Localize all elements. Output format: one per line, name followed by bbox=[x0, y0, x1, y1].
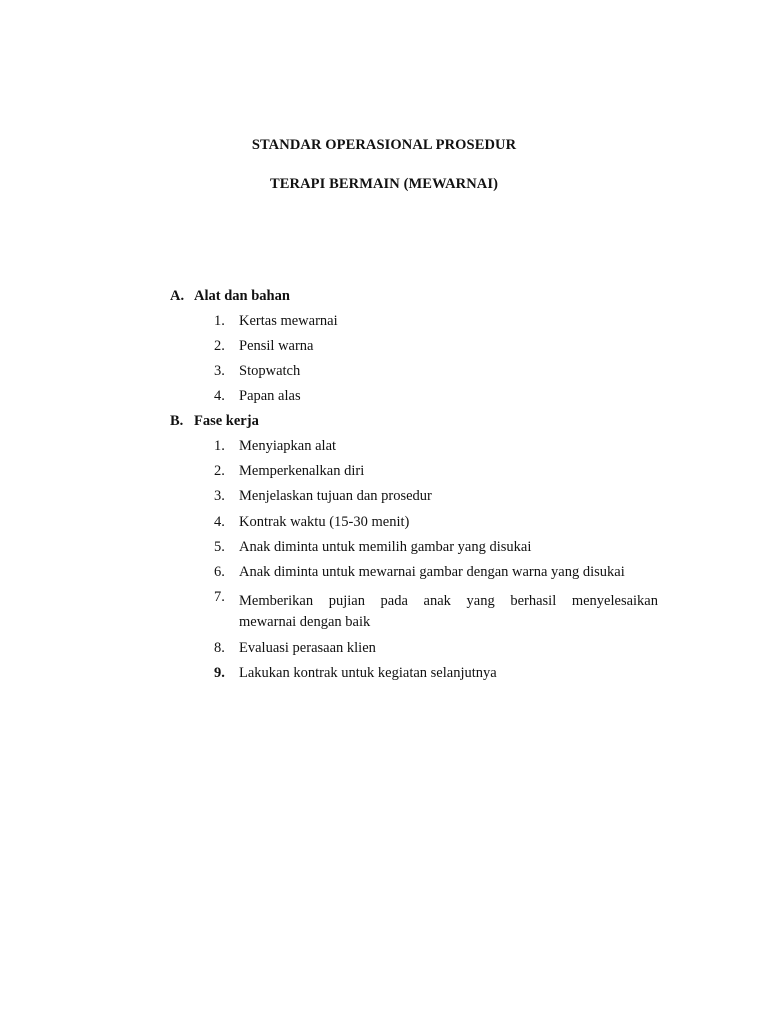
list-item-number: 6. bbox=[214, 564, 225, 580]
list-item-text: Evaluasi perasaan klien bbox=[239, 640, 376, 656]
list-item-number: 3. bbox=[214, 363, 225, 379]
list-item-text-continuation: mewarnai dengan baik bbox=[239, 614, 371, 630]
document-title: STANDAR OPERASIONAL PROSEDUR bbox=[251, 137, 517, 153]
list-item-text: Stopwatch bbox=[239, 363, 301, 379]
list-item-number: 2. bbox=[214, 463, 225, 479]
section-letter: B. bbox=[170, 413, 184, 429]
list-item-text: Menyiapkan alat bbox=[239, 438, 337, 454]
list-item-text: Kontrak waktu (15-30 menit) bbox=[239, 514, 410, 530]
list-item-number: 9. bbox=[214, 665, 225, 681]
list-item-text: Anak diminta untuk memilih gambar yang disukai bbox=[239, 539, 532, 555]
list-item-text: Memperkenalkan diri bbox=[239, 463, 365, 479]
section-heading-a bbox=[170, 288, 290, 305]
section-heading-text: Alat dan bahan bbox=[194, 288, 290, 304]
list-item-text: Papan alas bbox=[239, 388, 301, 404]
list-item-number: 1. bbox=[214, 438, 225, 454]
document-subtitle: TERAPI BERMAIN (MEWARNAI) bbox=[269, 176, 499, 192]
section-heading-text: Fase kerja bbox=[194, 413, 259, 429]
list-item-number: 4. bbox=[214, 388, 225, 404]
list-item-text: Memberikan pujian pada anak yang berhasil menyelesaikan bbox=[239, 593, 658, 609]
list-item-text: Lakukan kontrak untuk kegiatan selanjutnya bbox=[239, 665, 497, 681]
list-item-text: Pensil warna bbox=[239, 338, 314, 354]
section-letter: A. bbox=[170, 288, 185, 304]
list-item-text: Anak diminta untuk mewarnai gambar dengan warna yang disukai bbox=[239, 564, 625, 580]
list-item-number: 2. bbox=[214, 338, 225, 354]
list-item-number: 1. bbox=[214, 313, 225, 329]
list-item-number: 3. bbox=[214, 488, 225, 504]
list-item-number: 8. bbox=[214, 640, 225, 656]
list-item-number: 7. bbox=[214, 589, 225, 605]
list-item-text: Kertas mewarnai bbox=[239, 313, 338, 329]
list-item-number: 5. bbox=[214, 539, 225, 555]
list-item-number: 4. bbox=[214, 514, 225, 530]
section-heading-b bbox=[170, 413, 259, 430]
list-item-text: Menjelaskan tujuan dan prosedur bbox=[239, 488, 432, 504]
